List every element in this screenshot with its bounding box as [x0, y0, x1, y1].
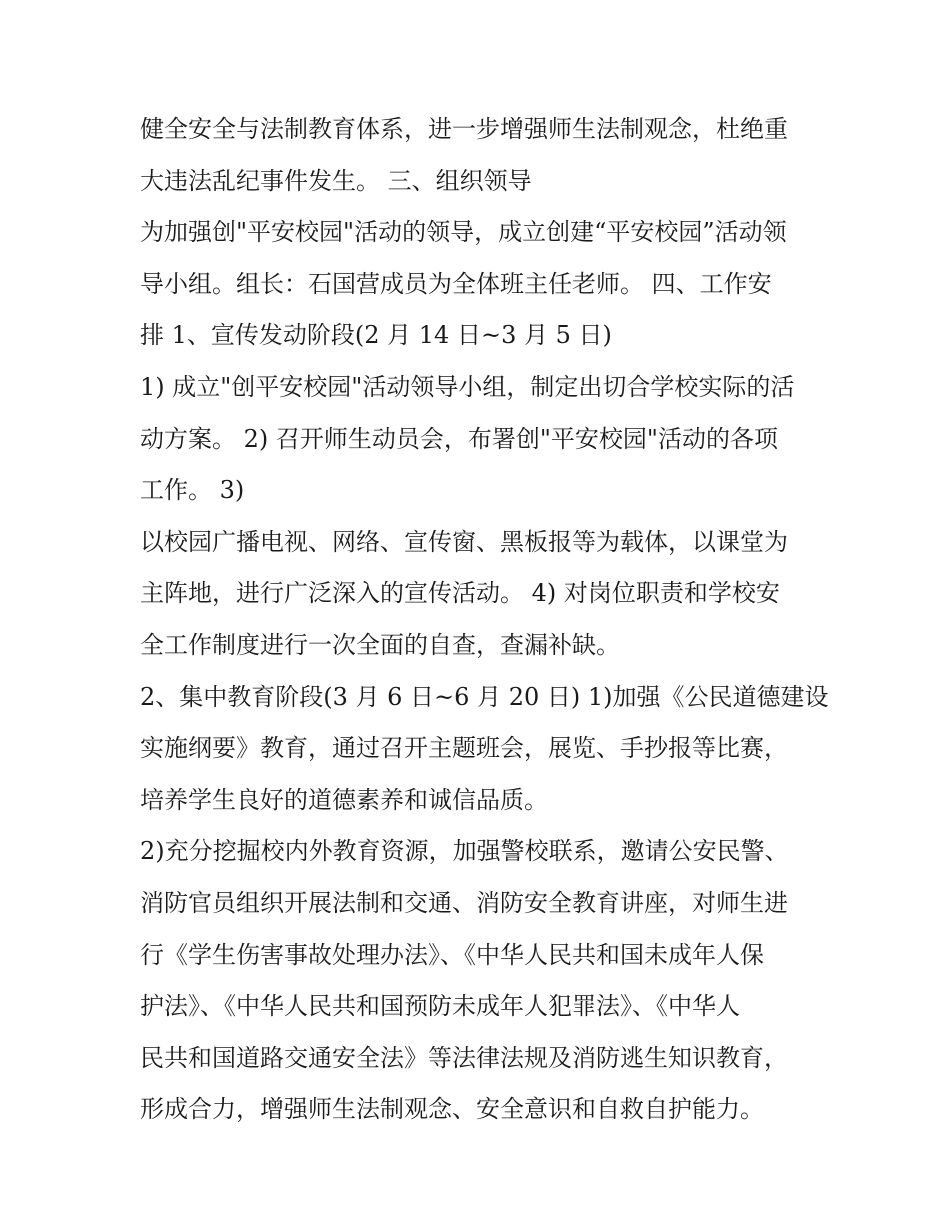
text-line: 民共和国道路交通安全法》等法律法规及消防逃生知识教育， — [140, 1043, 788, 1072]
text-line: 培养学生良好的道德素养和诚信品质。 — [140, 785, 548, 814]
text-line: 排 1、宣传发动阶段(2 月 14 日~3 月 5 日) — [140, 321, 612, 350]
text-line: 行《学生伤害事故处理办法》、《中华人民共和国未成年人保 — [140, 940, 764, 969]
text-line: 形成合力，增强师生法制观念、安全意识和自救自护能力。 — [140, 1095, 764, 1124]
text-line: 大违法乱纪事件发生。 三、组织领导 — [140, 166, 532, 195]
text-line: 健全安全与法制教育体系，进一步增强师生法制观念，杜绝重 — [140, 115, 788, 143]
text-line: 1) 成立"创平安校园"活动领导小组，制定出切合学校实际的活 — [140, 372, 795, 401]
text-line: 2、集中教育阶段(3 月 6 日~6 月 20 日) 1)加强《公民道德建设 — [140, 682, 829, 711]
text-line: 以校园广播电视、网络、宣传窗、黑板报等为载体，以课堂为 — [140, 527, 788, 556]
text-line: 实施纲要》教育，通过召开主题班会，展览、手抄报等比赛， — [140, 734, 788, 763]
text-line: 2)充分挖掘校内外教育资源，加强警校联系，邀请公安民警、 — [140, 837, 789, 866]
text-line: 消防官员组织开展法制和交通、消防安全教育讲座，对师生进 — [140, 888, 788, 917]
text-line: 导小组。组长：石国营成员为全体班主任老师。 四、工作安 — [140, 269, 772, 298]
document-body — [140, 104, 829, 1136]
text-line: 动方案。 2) 召开师生动员会，布署创"平安校园"活动的各项 — [140, 424, 778, 453]
text-line: 为加强创"平安校园"活动的领导，成立创建“平安校园”活动领 — [140, 218, 787, 247]
text-line: 工作。 3) — [140, 476, 245, 505]
text-line: 护法》、《中华人民共和国预防未成年人犯罪法》、《中华人 — [140, 992, 740, 1021]
text-line: 主阵地，进行广泛深入的宣传活动。 4) 对岗位职责和学校安 — [140, 579, 780, 608]
text-line: 全工作制度进行一次全面的自查，查漏补缺。 — [140, 630, 620, 659]
